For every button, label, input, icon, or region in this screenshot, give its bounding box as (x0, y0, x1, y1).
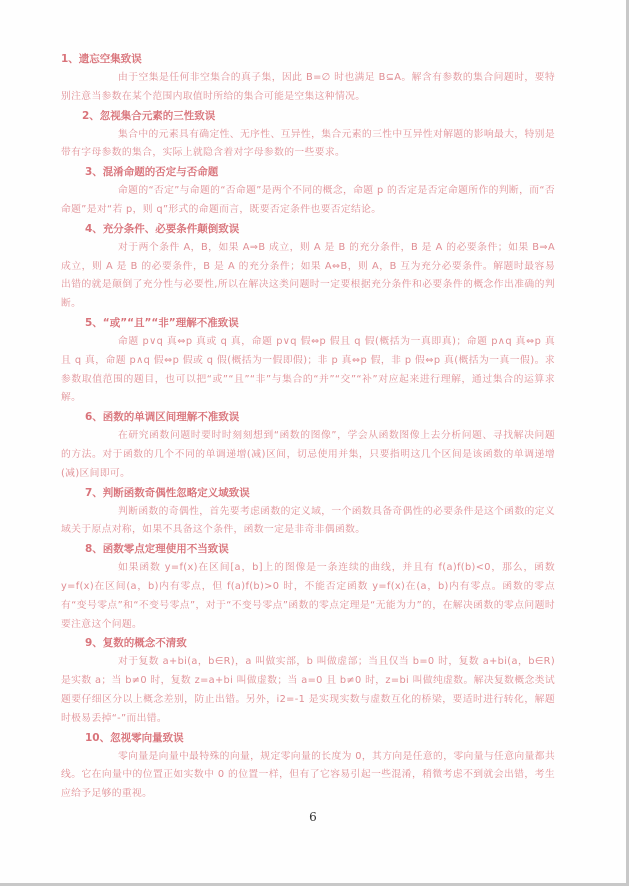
section-heading: 7、判断函数奇偶性忽略定义域致误 (85, 486, 250, 499)
section-2 (61, 107, 555, 164)
section-heading: 1、遗忘空集致误 (61, 53, 142, 65)
page-content (61, 50, 555, 804)
section-body: 在研究函数问题时要时时刻刻想到“函数的图像”，学会从函数图像上去分析问题、寻找解决问题的方法。对于函数的几个不同的单调递增(减)区间，切忌使用并集，只要指明这几个区间是该函数的单调递增(减)区间即可。 (61, 430, 555, 479)
section-3 (61, 163, 555, 220)
section-6 (61, 408, 555, 483)
section-body: 命题 p∨q 真⇔p 真或 q 真，命题 p∨q 假⇔p 假且 q 假(概括为一真即真)；命题 p∧q 真⇔p 真且 q 真，命题 p∧q 假⇔p 假或 q 假(概括为一假即假)；非 p 真⇔p 假，非 p 假⇔p 真(概括为一真一假)。求参数取值范围的题目，也可以把“或”“且”“非”与集合的“并”“交”“补”对应起来进行理解，通过集合的运算求解。 (61, 335, 555, 404)
section-heading: 5、“或”“且”“非”理解不准致误 (85, 316, 239, 329)
section-1 (61, 50, 555, 107)
section-body: 判断函数的奇偶性，首先要考虑函数的定义域，一个函数具备奇偶性的必要条件是这个函数的定义域关于原点对称，如果不具备这个条件，函数一定是非奇非偶函数。 (61, 505, 555, 536)
section-body: 如果函数 y=f(x)在区间[a，b]上的图像是一条连续的曲线，并且有 f(a)f(b)<0，那么，函数 y=f(x)在区间(a，b)内有零点，但 f(a)f(b)>0 时，不能否定函数 y=f(x)在(a，b)内有零点。函数的零点有“变号零点”和“不变号零点”，对于“不变号零点”函数的零点定理是“无能为力”的，在解决函数的零点问题时要注意这个问题。 (61, 562, 555, 630)
page-number: 6 (309, 810, 317, 824)
section-heading: 3、混淆命题的否定与否命题 (85, 166, 219, 179)
section-9 (61, 634, 555, 728)
section-4 (61, 220, 555, 314)
section-heading: 9、复数的概念不清致 (85, 637, 187, 650)
section-heading: 6、函数的单调区间理解不准致误 (85, 411, 240, 424)
section-body: 由于空集是任何非空集合的真子集，因此 B=∅ 时也满足 B⊆A。解含有参数的集合问题时，要特别注意当参数在某个范围内取值时所给的集合可能是空集这种情况。 (61, 72, 555, 102)
section-heading: 2、忽视集合元素的三性致误 (82, 109, 216, 122)
section-heading: 8、函数零点定理使用不当致误 (85, 543, 229, 556)
section-body: 对于复数 a+bi(a，b∈R)，a 叫做实部，b 叫做虚部；当且仅当 b=0 时，复数 a+bi(a，b∈R)是实数 a；当 b≠0 时，复数 z=a+bi 叫做虚数；当 a=0 且 b≠0 时，z=bi 叫做纯虚数。解决复数概念类试题要仔细区分以上概念差别，防止出错。另外，i2=-1 是实现实数与虚数互化的桥梁，要适时进行转化，解题时极易丢掉“-”而出错。 (61, 656, 555, 724)
section-5 (61, 314, 555, 408)
section-7 (61, 484, 555, 541)
section-body: 零向量是向量中最特殊的向量，规定零向量的长度为 0，其方向是任意的，零向量与任意向量都共线。它在向量中的位置正如实数中 0 的位置一样，但有了它容易引起一些混淆，稍微考虑不到就会出错，考生应给予足够的重视。 (61, 750, 555, 800)
section-heading: 10、忽视零向量致误 (85, 731, 184, 744)
section-body: 集合中的元素具有确定性、无序性、互异性，集合元素的三性中互异性对解题的影响最大，特别是带有字母参数的集合，实际上就隐含着对字母参数的一些要求。 (61, 128, 555, 159)
section-8 (61, 540, 555, 634)
section-10 (61, 729, 555, 804)
section-body: 命题的“否定”与命题的“否命题”是两个不同的概念，命题 p 的否定是否定命题所作的判断，而“否命题”是对“若 p，则 q”形式的命题而言，既要否定条件也要否定结论。 (61, 185, 555, 215)
section-body: 对于两个条件 A，B，如果 A⇒B 成立，则 A 是 B 的充分条件，B 是 A 的必要条件；如果 B⇒A 成立，则 A 是 B 的必要条件，B 是 A 的充分条件；如果 A⇔B，则 A，B 互为充分必要条件。解题时最容易出错的就是颠倒了充分性与必要性,所以在解决这类问题时一定要根据充分条件和必要条件的概念作出准确的判断。 (61, 241, 555, 310)
section-heading: 4、充分条件、必要条件颠倒致误 (85, 222, 240, 235)
